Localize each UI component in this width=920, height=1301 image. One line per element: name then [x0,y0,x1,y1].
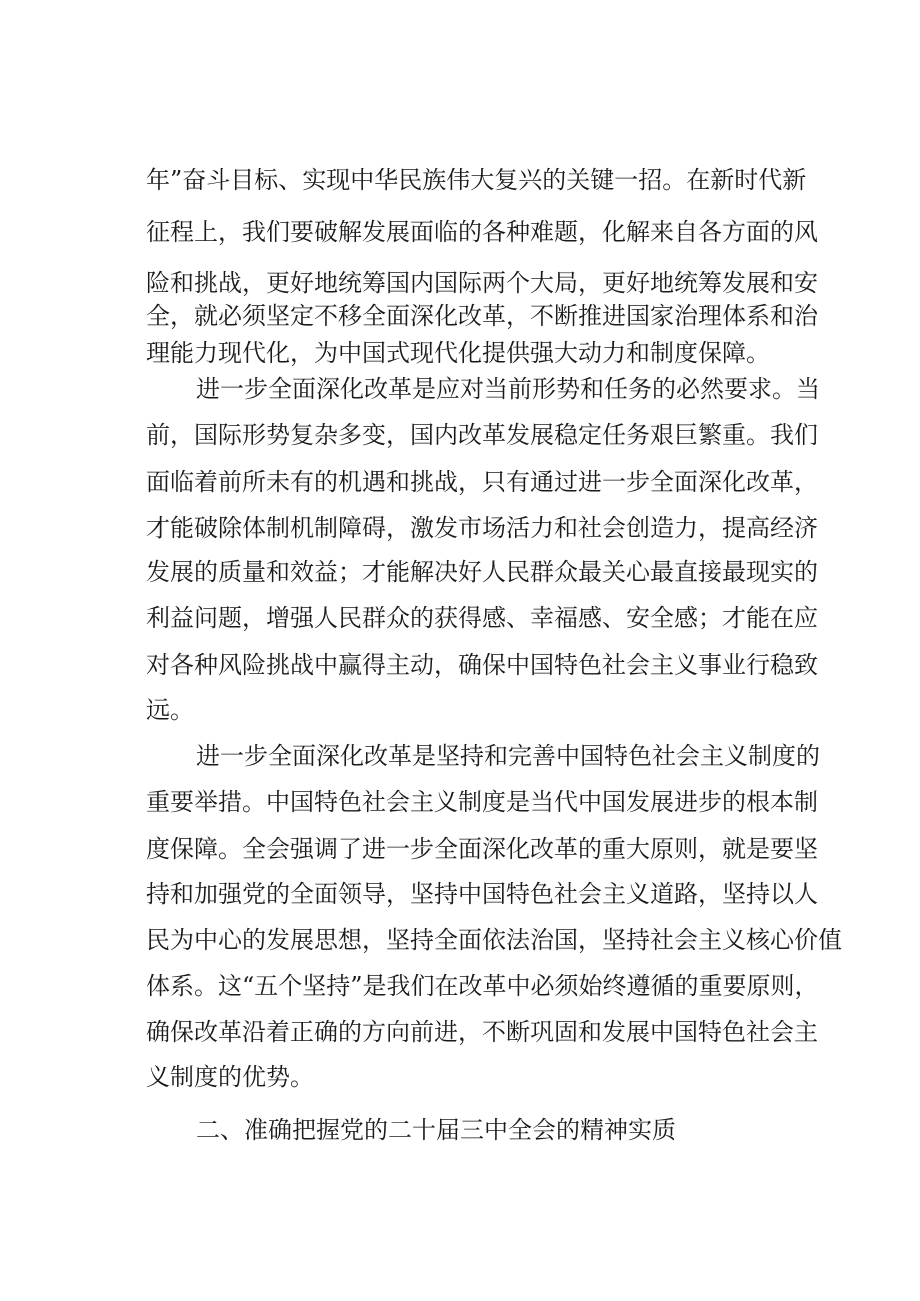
paragraph-1-line-4: 全，就必须坚定不移全面深化改革，不断推进国家治理体系和治 [146,302,818,330]
paragraph-3-line-1: 进一步全面深化改革是坚持和完善中国特色社会主义制度的 [196,742,820,770]
paragraph-2-line-2: 前，国际形势复杂多变，国内改革发展稳定任务艰巨繁重。我们 [146,421,818,449]
paragraph-1-line-5: 理能力现代化，为中国式现代化提供强大动力和制度保障。 [146,339,770,367]
section-heading: 二、准确把握党的二十届三中全会的精神实质 [196,1116,676,1144]
paragraph-3-line-2: 重要举措。中国特色社会主义制度是当代中国发展进步的根本制 [146,788,818,816]
paragraph-1-line-1: 年”奋斗目标、实现中华民族伟大复兴的关键一招。在新时代新 [146,166,807,194]
paragraph-3-line-5: 民为中心的发展思想，坚持全面依法治国，坚持社会主义核心价值 [146,926,842,954]
paragraph-2-line-1: 进一步全面深化改革是应对当前形势和任务的必然要求。当 [196,375,820,403]
paragraph-2-line-5: 发展的质量和效益；才能解决好人民群众最关心最直接最现实的 [146,558,818,586]
paragraph-2-line-8: 远。 [146,696,194,724]
paragraph-3-line-6: 体系。这“五个坚持”是我们在改革中必须始终遵循的重要原则， [146,972,819,1000]
paragraph-3-line-8: 义制度的优势。 [146,1063,314,1091]
paragraph-2-line-6: 利益问题，增强人民群众的获得感、幸福感、安全感；才能在应 [146,604,818,632]
paragraph-3-line-3: 度保障。全会强调了进一步全面深化改革的重大原则，就是要坚 [146,835,818,863]
paragraph-1-line-2: 征程上，我们要破解发展面临的各种难题，化解来自各方面的风 [146,218,818,246]
paragraph-3-line-7: 确保改革沿着正确的方向前进，不断巩固和发展中国特色社会主 [146,1018,818,1046]
paragraph-2-line-4: 才能破除体制机制障碍，激发市场活力和社会创造力，提高经济 [146,514,818,542]
paragraph-3-line-4: 持和加强党的全面领导，坚持中国特色社会主义道路，坚持以人 [146,880,818,908]
paragraph-1-line-3: 险和挑战，更好地统筹国内国际两个大局，更好地统筹发展和安 [146,269,818,297]
paragraph-2-line-7: 对各种风险挑战中赢得主动，确保中国特色社会主义事业行稳致 [146,651,818,679]
paragraph-2-line-3: 面临着前所未有的机遇和挑战，只有通过进一步全面深化改革， [146,468,818,496]
